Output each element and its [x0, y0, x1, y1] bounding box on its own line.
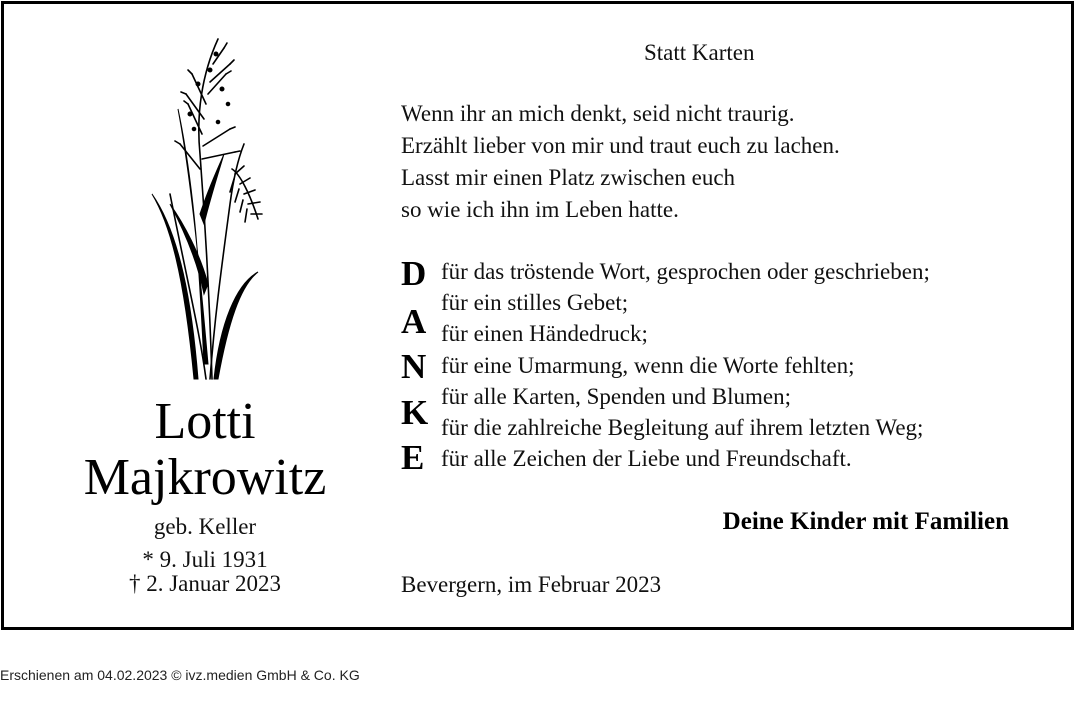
- obituary-card: [1, 1, 1074, 630]
- birth-date: * 9. Juli 1931: [142, 547, 268, 572]
- danke-line: für alle Karten, Spenden und Blumen;: [441, 384, 792, 409]
- poem-line: so wie ich ihn im Leben hatte.: [401, 197, 679, 222]
- place-date: Bevergern, im Februar 2023: [401, 572, 662, 597]
- danke-letter: N: [401, 347, 427, 386]
- publication-footer: Erschienen am 04.02.2023 © ivz.medien GmbH & Co. KG: [0, 667, 360, 683]
- danke-letter: A: [401, 302, 427, 341]
- deceased-first-name: Lotti: [154, 393, 256, 450]
- danke-line: für ein stilles Gebet;: [441, 290, 629, 315]
- maiden-name: geb. Keller: [153, 514, 257, 539]
- deceased-last-name: Majkrowitz: [83, 449, 327, 506]
- poem-line: Lasst mir einen Platz zwischen euch: [401, 165, 736, 190]
- grass-plant-icon: [140, 34, 270, 384]
- page-title: Statt Karten: [644, 40, 755, 65]
- danke-line: für alle Zeichen der Liebe und Freundschaft.: [441, 446, 852, 471]
- danke-line: für die zahlreiche Begleitung auf ihrem letzten Weg;: [441, 415, 924, 440]
- poem-line: Erzählt lieber von mir und traut euch zu lachen.: [401, 133, 840, 158]
- danke-letter: K: [401, 393, 429, 432]
- poem-line: Wenn ihr an mich denkt, seid nicht traurig.: [401, 101, 795, 126]
- danke-letter: E: [401, 438, 425, 477]
- death-date: † 2. Januar 2023: [128, 571, 282, 596]
- danke-line: für einen Händedruck;: [441, 321, 648, 346]
- signature: Deine Kinder mit Familien: [722, 508, 1009, 535]
- danke-line: für das tröstende Wort, gesprochen oder geschrieben;: [441, 259, 930, 284]
- danke-line: für eine Umarmung, wenn die Worte fehlten;: [441, 353, 855, 378]
- danke-letter: D: [401, 254, 427, 293]
